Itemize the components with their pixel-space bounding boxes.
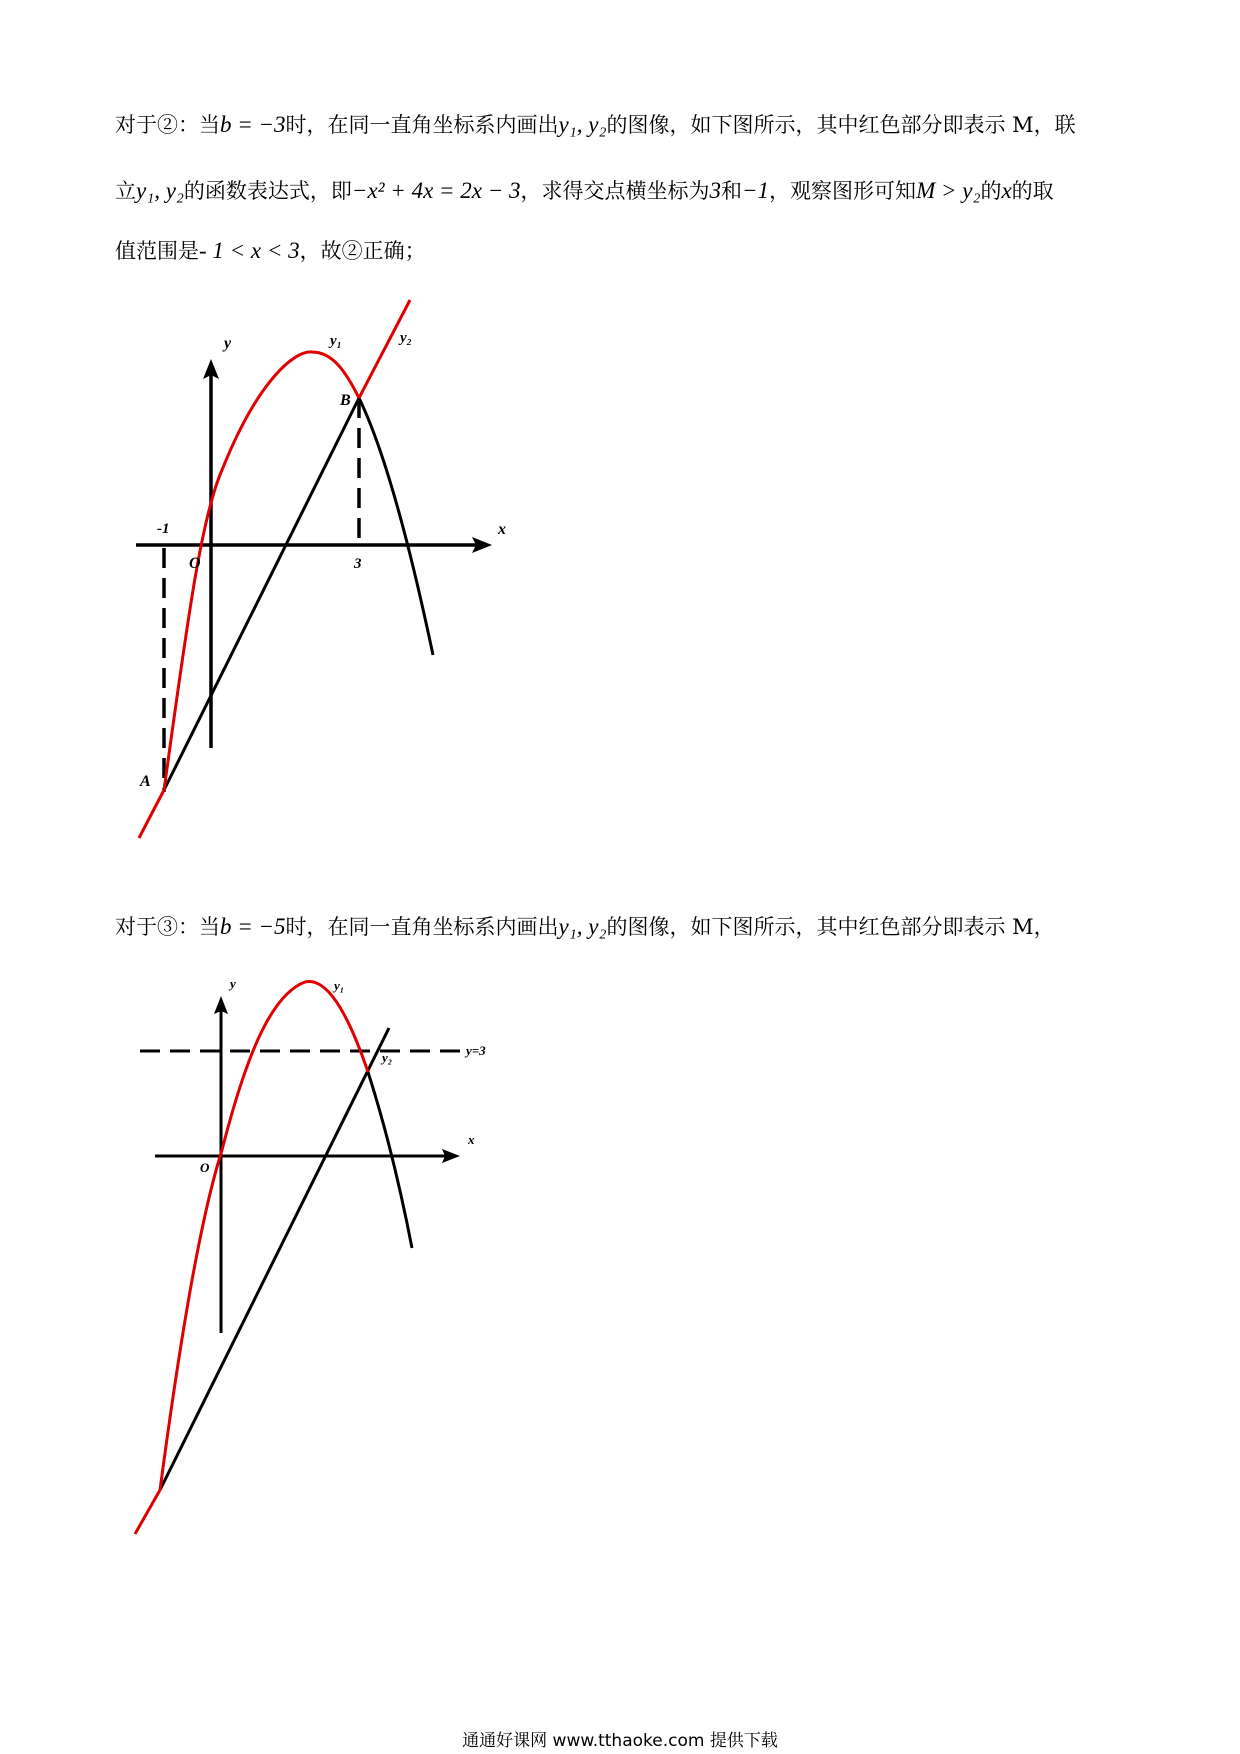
paragraph-case-2-intro: 对于②：当b = −3时，在同一直角坐标系内画出y₁, y₂的图像，如下图所示，其中红色部分即表示 M，联 <box>115 112 1076 137</box>
math-b-eq-neg5: b = −5 <box>220 914 286 939</box>
label-point-b: B <box>340 392 351 409</box>
line-y2-red-bottom <box>135 1490 160 1534</box>
line-y2 <box>160 1028 389 1490</box>
label-y-axis: y <box>230 976 236 991</box>
math-x: x <box>1001 178 1012 203</box>
math-b-eq-neg3: b = −3 <box>220 112 286 137</box>
label-origin: O <box>189 555 201 572</box>
parabola-y1-red <box>160 981 368 1490</box>
math-m-gt-y2: M > y₂ <box>916 178 981 203</box>
math-range: - 1 < x < 3 <box>199 238 300 263</box>
tick-label-3: 3 <box>354 556 362 572</box>
math-y1-y2: y₁, y₂ <box>558 112 607 137</box>
math-y1-y2: y₁, y₂ <box>558 914 607 939</box>
label-y2: y₂ <box>382 1050 393 1065</box>
label-y1: y₁ <box>330 333 342 349</box>
parabola-y1-right-black <box>368 1072 412 1248</box>
label-origin: O <box>200 1160 210 1175</box>
paragraph-case-2-solve: 立y₁, y₂的函数表达式，即−x² + 4x = 2x − 3，求得交点横坐标为3和−1，观察图形可知M > y₂的x的取 <box>115 178 1054 203</box>
label-y2: y₂ <box>400 330 412 346</box>
tick-label-neg1: -1 <box>157 521 170 537</box>
footer-source: 通通好课网 www.tthaoke.com 提供下载 <box>462 1731 778 1751</box>
paragraph-case-3-intro: 对于③：当b = −5时，在同一直角坐标系内画出y₁, y₂的图像，如下图所示，其中红色部分即表示 M， <box>115 914 1055 939</box>
label-x-axis: x <box>468 1132 475 1147</box>
math-y1-y2: y₁, y₂ <box>136 178 184 203</box>
label-y1: y₁ <box>334 978 345 993</box>
label-point-a: A <box>140 773 151 790</box>
label-x-axis: x <box>498 521 506 538</box>
math-equation: −x² + 4x = 2x − 3 <box>351 178 521 203</box>
math-value-3: 3 <box>709 178 722 203</box>
math-value-neg1: −1 <box>742 178 770 203</box>
paragraph-case-2-conclusion: 值范围是- 1 < x < 3，故②正确； <box>115 238 426 263</box>
label-y-eq-3: y=3 <box>466 1043 486 1058</box>
label-y-axis: y <box>224 335 232 352</box>
